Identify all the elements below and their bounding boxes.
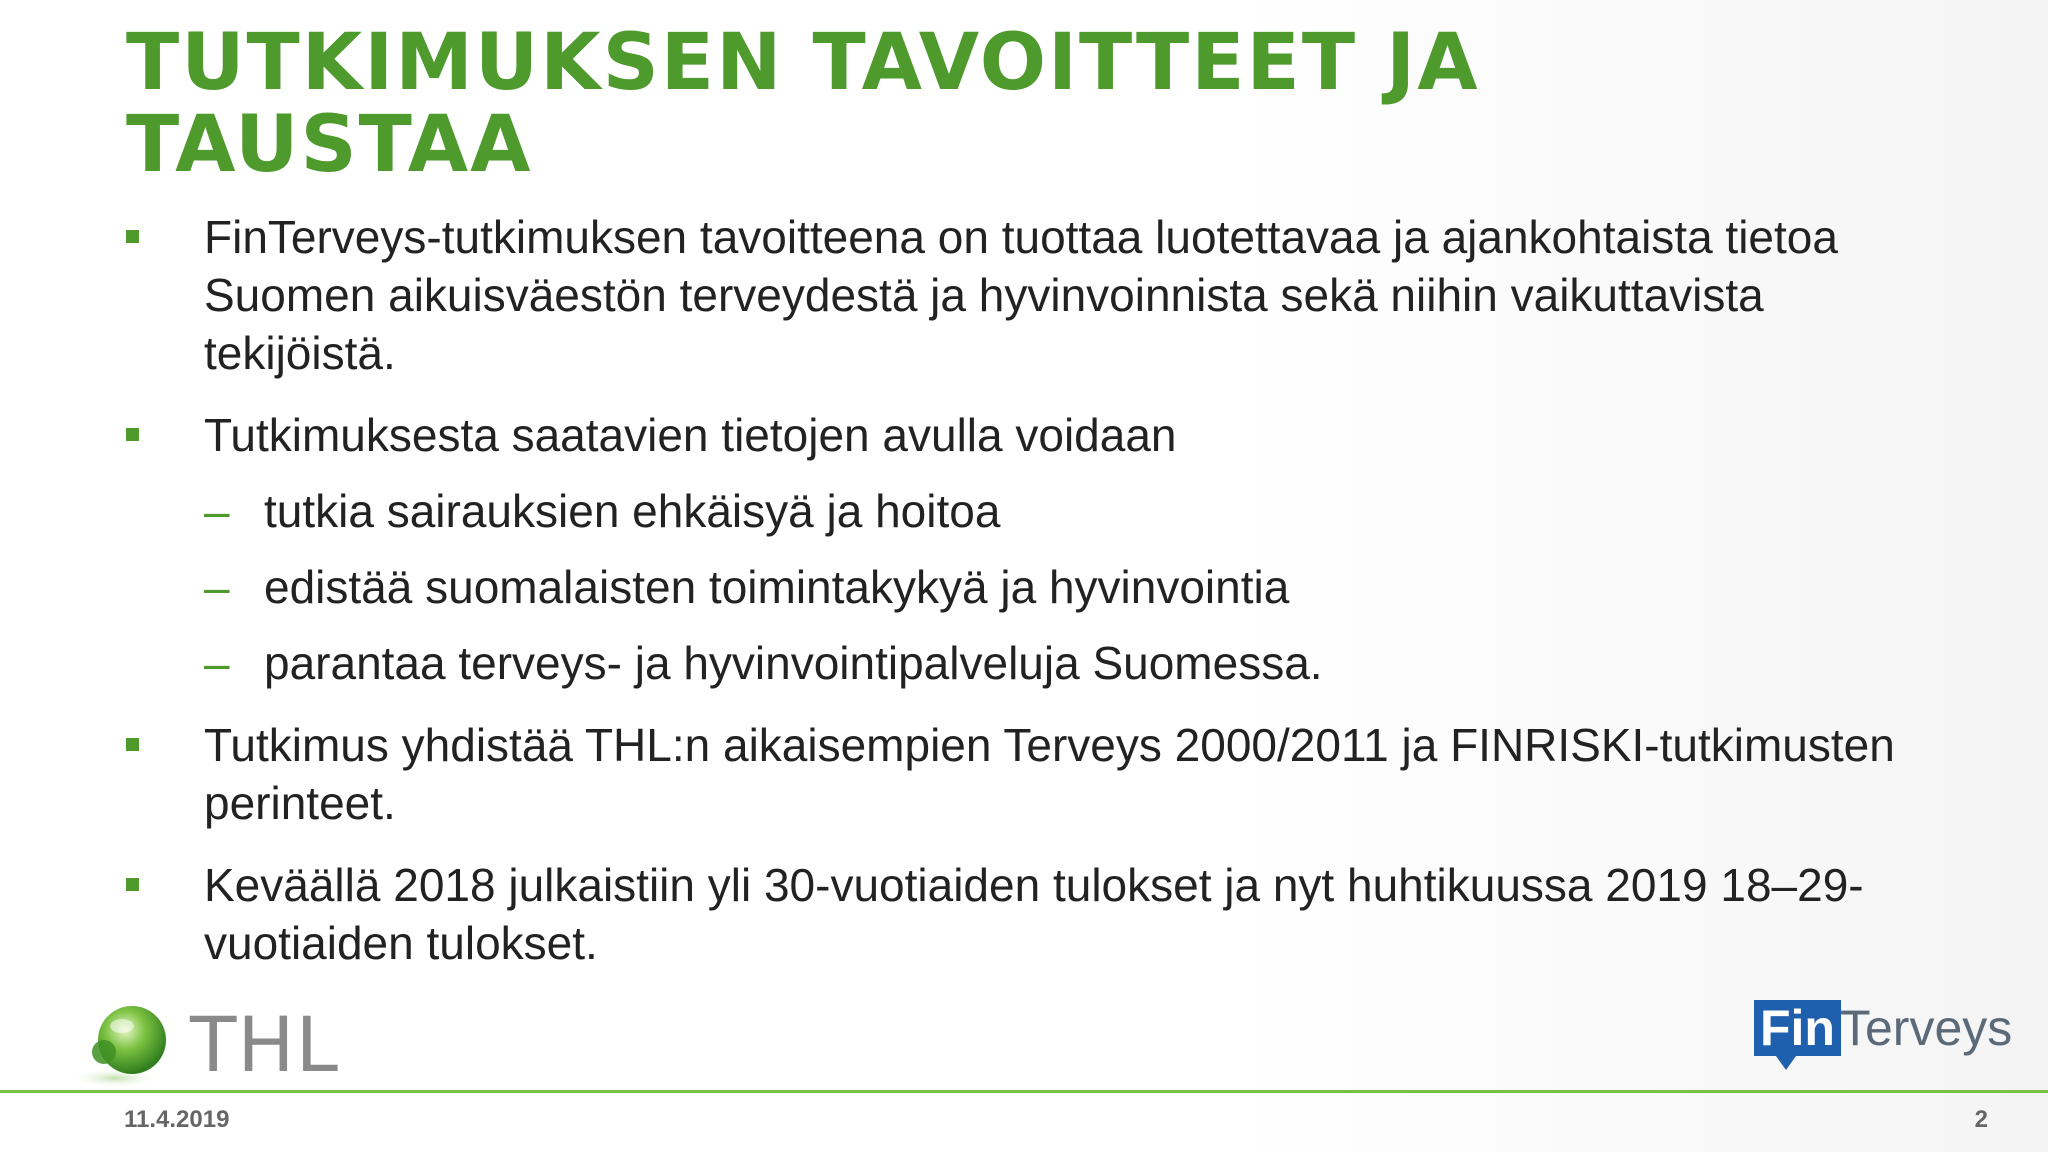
footer-date: 11.4.2019 (124, 1106, 230, 1133)
square-bullet-icon (126, 428, 139, 441)
bullet-item (126, 406, 1926, 464)
square-bullet-icon (126, 878, 139, 891)
sub-bullet-text: edistää suomalaisten toimintakykyä ja hyvinvointia (264, 561, 1290, 613)
fin-logo-box: Fin (1754, 1000, 1841, 1056)
sub-bullet-item (126, 634, 1926, 692)
square-bullet-icon (126, 738, 139, 751)
square-bullet-icon (126, 230, 139, 243)
bullet-item (126, 856, 1926, 972)
sub-bullet-text: tutkia sairauksien ehkäisyä ja hoitoa (264, 485, 1001, 537)
green-globe-icon (70, 1000, 180, 1090)
bullet-text: Keväällä 2018 julkaistiin yli 30-vuotiaiden tulokset ja nyt huhtikuussa 2019 18–29-vuotiaiden tulokset. (204, 859, 1864, 969)
dash-icon: – (204, 561, 230, 613)
bullet-text: Tutkimuksesta saatavien tietojen avulla voidaan (204, 409, 1177, 461)
bullet-group (126, 406, 1926, 692)
page-number: 2 (1974, 1106, 1988, 1133)
bullet-item (126, 716, 1926, 832)
slide-title: TUTKIMUKSEN TAVOITTEET JA TAUSTAA (126, 18, 1480, 190)
slide-content (126, 208, 1926, 996)
finterveys-logo (1754, 1000, 2014, 1080)
bullet-text: Tutkimus yhdistää THL:n aikaisempien Terveys 2000/2011 ja FINRISKI-tutkimusten perinteet. (204, 719, 1895, 829)
bullet-text: FinTerveys-tutkimuksen tavoitteena on tuottaa luotettavaa ja ajankohtaista tietoa Suomen aikuisväestön terveydestä ja hyvinvoinnista sekä niihin vaikuttavista tekijöistä. (204, 211, 1838, 379)
footer-divider (0, 1090, 2048, 1093)
bullet-item (126, 208, 1926, 382)
sub-bullet-text: parantaa terveys- ja hyvinvointipalveluja Suomessa. (264, 637, 1323, 689)
dash-icon: – (204, 637, 230, 689)
sub-bullet-item (126, 482, 1926, 540)
thl-logo-text: THL (190, 1000, 339, 1089)
terveys-logo-text: Terveys (1840, 1000, 2013, 1056)
sub-bullet-item (126, 558, 1926, 616)
thl-logo (70, 1000, 360, 1090)
dash-icon: – (204, 485, 230, 537)
